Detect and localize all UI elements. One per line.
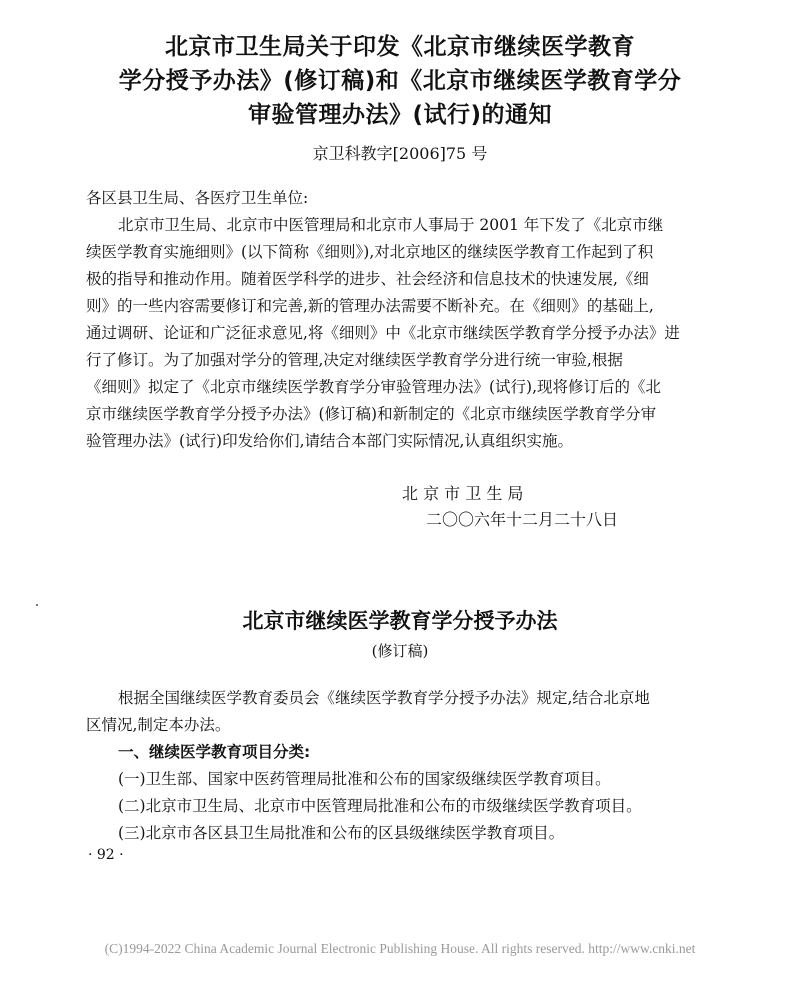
notice-body-line: 验管理办法》(试行)印发给你们,请结合本部门实际情况,认真组织实施。 — [86, 432, 573, 450]
section-heading: 一、继续医学教育项目分类: — [118, 743, 311, 761]
notice-body-line: 通过调研、论证和广泛征求意见,将《细则》中《北京市继续医学教育学分授予办法》进 — [86, 324, 680, 342]
salutation: 各区县卫生局、各医疗卫生单位: — [86, 189, 309, 207]
list-item: (二)北京市卫生局、北京市中医管理局批准和公布的市级继续医学教育项目。 — [118, 797, 642, 815]
notice-title-line-3: 审验管理办法》(试行)的通知 — [247, 102, 553, 128]
attachment-intro-line: 根据全国继续医学教育委员会《继续医学教育学分授予办法》规定,结合北京地 — [118, 689, 650, 707]
notice-body-line: 北京市卫生局、北京市中医管理局和北京市人事局于 2001 年下发了《北京市继 — [118, 216, 664, 234]
attachment-subtitle: (修订稿) — [371, 642, 429, 660]
notice-body-line: 极的指导和推动作用。随着医学科学的进步、社会经济和信息技术的快速发展,《细 — [86, 270, 649, 288]
signature-issuer: 北 京 市 卫 生 局 — [402, 484, 524, 503]
notice-body-line: 则》的一些内容需要修订和完善,新的管理办法需要不断补充。在《细则》的基础上, — [86, 297, 654, 315]
notice-body-line: 续医学教育实施细则》(以下简称《细则》),对北京地区的继续医学教育工作起到了积 — [86, 243, 654, 261]
list-item: (三)北京市各区县卫生局批准和公布的区县级继续医学教育项目。 — [118, 824, 565, 842]
notice-title-line-2: 学分授予办法》(修订稿)和《北京市继续医学教育学分 — [118, 68, 682, 94]
attachment-intro-line: 区情况,制定本办法。 — [86, 716, 231, 734]
signature-date: 二〇〇六年十二月二十八日 — [426, 510, 619, 529]
copyright-footer: (C)1994-2022 China Academic Journal Electronic Publishing House. All rights reserved. http://www.cnki.net — [104, 941, 696, 956]
notice-body-line: 行了修订。为了加强对学分的管理,决定对继续医学教育学分进行统一审验,根据 — [86, 351, 623, 369]
notice-title-line-1: 北京市卫生局关于印发《北京市继续医学教育 — [165, 34, 635, 60]
notice-body-line: 京市继续医学教育学分授予办法》(修订稿)和新制定的《北京市继续医学教育学分审 — [86, 405, 657, 423]
page-number: · 92 · — [88, 847, 124, 863]
list-item: (一)卫生部、国家中医药管理局批准和公布的国家级继续医学教育项目。 — [118, 770, 611, 788]
document-number: 京卫科教字[2006]75 号 — [312, 144, 488, 163]
attachment-title: 北京市继续医学教育学分授予办法 — [242, 609, 558, 633]
notice-body-line: 《细则》拟定了《北京市继续医学教育学分审验管理办法》(试行),现将修订后的《北 — [86, 378, 662, 396]
